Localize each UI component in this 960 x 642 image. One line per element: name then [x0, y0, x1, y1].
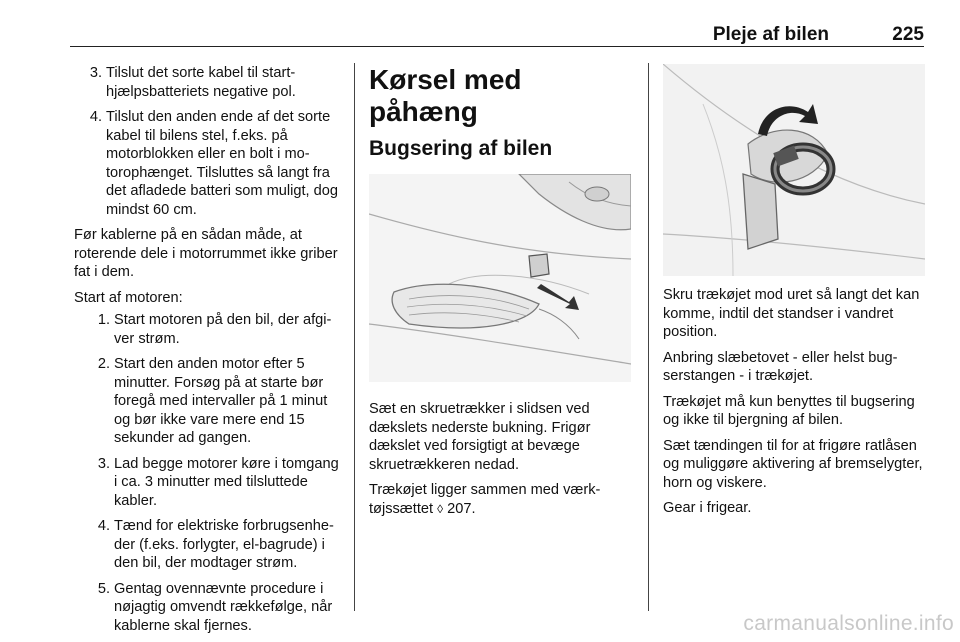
list-item [74, 517, 344, 573]
list-text: Tilslut det sorte kabel til starthjælpsbatteriets negative pol. [106, 65, 296, 100]
list-number: 5. [97, 580, 110, 597]
tow-eye-illustration-svg [663, 64, 925, 276]
list-text: Start den anden motor efter 5 minutter. Forsøg på at starte bør foregå med intervaller på 1 minut og bør ikke vare mere end 15 sekunder ad gangen. [114, 356, 328, 446]
list-text: Gentag ovennævnte procedure i nøjagtig omvendt rækkefølge, når kablerne skal fjernes. [114, 580, 333, 634]
column-divider [354, 63, 355, 611]
paragraph-text: Trækøjet ligger sammen med værktøjssættet [369, 482, 601, 517]
paragraph: Sæt en skruetrækker i slidsen ved dækslets nederste bukning. Frigør dækslet ved forsigtigt at bevæge skruetrækkeren nedad. [369, 401, 591, 473]
column-3 [663, 64, 925, 525]
list-number: 4. [97, 518, 110, 534]
list-item [74, 355, 344, 448]
watermark-text: carmanualsonline.info [743, 612, 954, 635]
page-number: 225 [892, 24, 924, 45]
column-1 [74, 64, 344, 642]
list-number: 3. [97, 455, 110, 472]
list-number: 3. [89, 65, 102, 81]
list-number: 4. [89, 109, 102, 125]
list-item [74, 64, 344, 101]
paragraph: Før kablerne på en sådan måde, at roterende dele i motorrummet ikke griber fat i dem. [74, 227, 338, 280]
list-item [74, 580, 344, 636]
page-header [70, 6, 924, 47]
paragraph [369, 481, 635, 518]
paragraph: Gear i frigear. [663, 500, 752, 516]
list-number: 2. [97, 356, 110, 372]
list-text: Lad begge motorer køre i tomgang i ca. 3 minutter med tilsluttede kabler. [114, 455, 339, 509]
tow-eye-illustration [663, 64, 925, 276]
section-title: Pleje af bilen [712, 24, 829, 45]
page-reference-icon: ◊ [437, 501, 444, 516]
numbered-list [74, 64, 344, 219]
paragraph: Sæt tændingen til for at frigøre ratlåsen og muliggøre aktivering af bremselygter, horn og viskere. [663, 437, 923, 491]
subsection-heading: Bugsering af bilen [369, 137, 553, 160]
paragraph: Trækøjet må kun benyttes til bugsering og ikke til bjergning af bilen. [663, 393, 915, 428]
list-number: 1. [97, 312, 110, 328]
paragraph: Skru trækøjet mod uret så langt det kan komme, indtil det standser i vandret position. [663, 287, 920, 340]
bumper-illustration-svg [369, 174, 631, 382]
list-item [74, 311, 344, 348]
list-text: Tænd for elektriske forbrugsenheder (f.eks. forlygter, el-bagrude) i den bil, der modtager strøm. [114, 518, 334, 571]
section-heading: Kørsel med påhæng [369, 64, 522, 127]
list-text: Tilslut den anden ende af det sorte kabel til bilens stel, f.eks. på motorblokken eller en bolt i motorophænget. Tilsluttes så langt fra det afladede batteri som muligt, dog mindst 60 cm. [106, 109, 339, 218]
column-2 [369, 64, 635, 525]
column-divider [648, 63, 649, 611]
list-text: Start motoren på den bil, der afgiver strøm. [114, 312, 332, 347]
list-item [74, 108, 344, 219]
paragraph: Start af motoren: [74, 289, 183, 306]
bumper-cover-illustration [369, 174, 631, 382]
paragraph: Anbring slæbetovet - eller helst bugserstangen - i trækøjet. [663, 349, 898, 384]
list-item [74, 455, 344, 511]
numbered-list [74, 311, 344, 635]
page-reference: 207. [443, 500, 476, 517]
